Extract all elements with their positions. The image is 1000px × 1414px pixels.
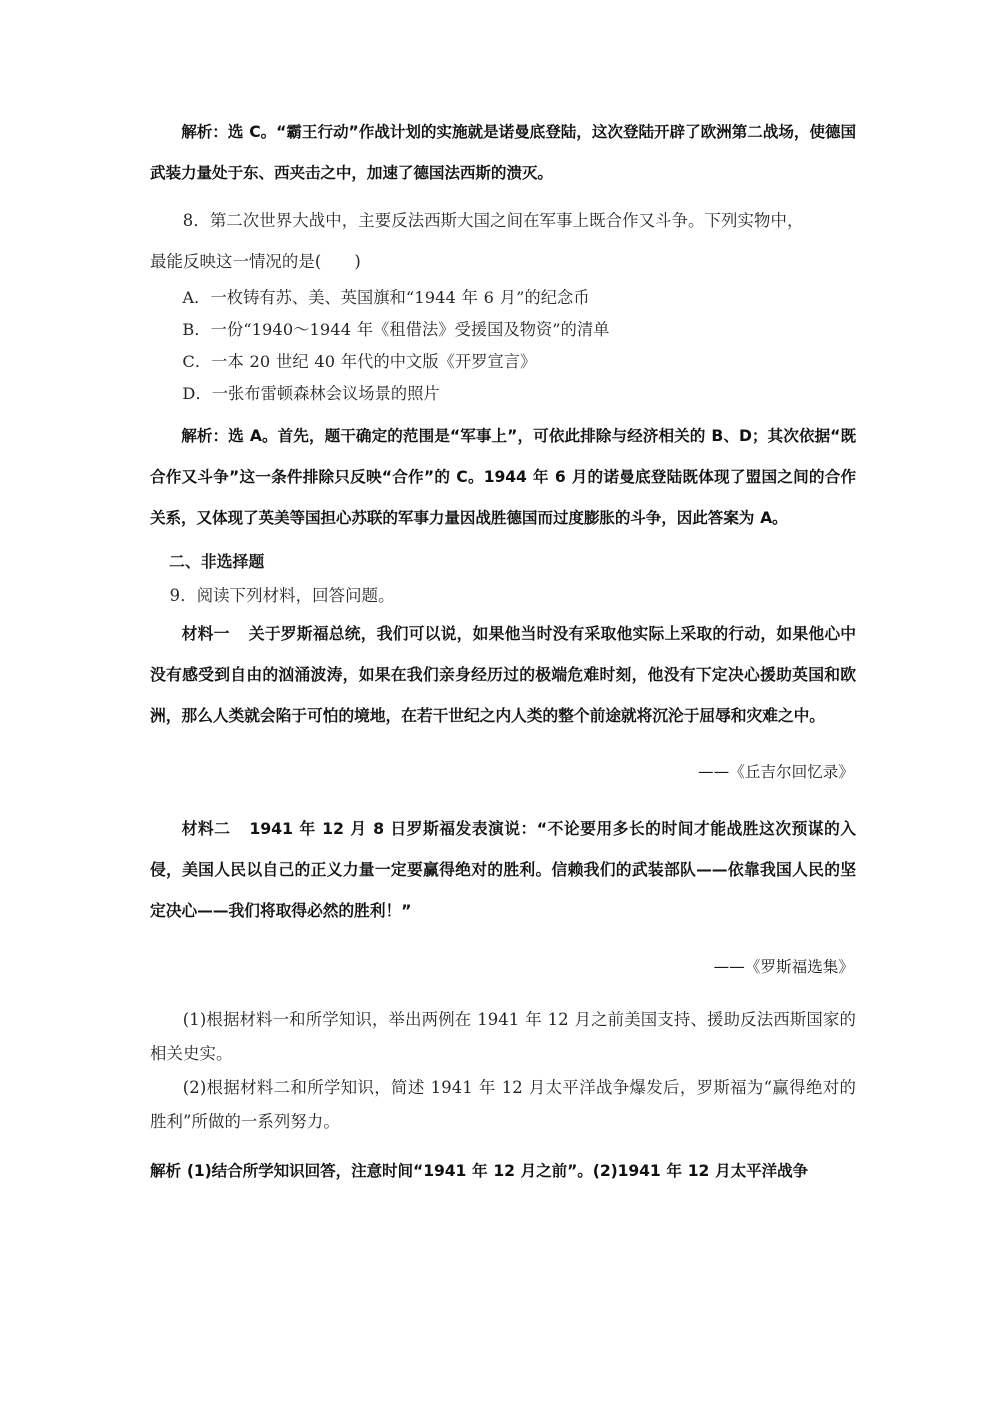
analysis-paragraph-q9: 解析 (1)结合所学知识回答，注意时间“1941 年 12 月之前”。(2)1941 年 12 月太平洋战争	[150, 1162, 809, 1181]
material-two-text: 1941 年 12 月 8 日罗斯福发表演说：“不论要用多长的时间才能战胜这次预谋的入侵，美国人民以自己的正义力量一定要赢得绝对的胜利。信赖我们的武装部队——依靠我国人民的坚定决心——我们将取得必然的胜利！”	[150, 819, 857, 921]
sub-question-2: (2)根据材料二和所学知识，简述 1941 年 12 月太平洋战争爆发后，罗斯福为“赢得绝对的胜利”所做的一系列努力。	[150, 1078, 856, 1132]
section-two-heading: 二、非选择题	[168, 552, 265, 571]
question-8-option-a[interactable]: A．一枚铸有苏、美、英国旗和“1944 年 6 月”的纪念币	[182, 288, 590, 307]
question-8-option-b[interactable]: B．一份“1940～1944 年《租借法》受援国及物资”的清单	[182, 320, 610, 339]
question-8-option-c[interactable]: C．一本 20 世纪 40 年代的中文版《开罗宣言》	[182, 352, 537, 371]
material-one-source: ——《丘吉尔回忆录》	[698, 762, 854, 781]
question-8-stem-line-1: 8．第二次世界大战中，主要反法西斯大国之间在军事上既合作又斗争。下列实物中，	[182, 211, 804, 230]
material-one-paragraph	[150, 613, 856, 736]
page-content	[150, 112, 856, 1192]
material-two-source: ——《罗斯福选集》	[713, 957, 854, 976]
material-two-label: 材料二	[181, 819, 231, 839]
sub-question-1: (1)根据材料一和所学知识，举出两例在 1941 年 12 月之前美国支持、援助反法西斯国家的相关史实。	[150, 1010, 856, 1064]
material-one-label: 材料一	[181, 624, 230, 643]
question-8-stem-line-2: 最能反映这一情况的是( )	[150, 252, 361, 271]
analysis-paragraph-q7: 解析：选 C。“霸王行动”作战计划的实施就是诺曼底登陆，这次登陆开辟了欧洲第二战场，使德国武装力量处于东、西夹击之中，加速了德国法西斯的溃灭。	[150, 123, 856, 182]
question-9-stem: 9．阅读下列材料，回答问题。	[169, 586, 395, 605]
material-two-paragraph	[150, 808, 856, 931]
question-8-option-d[interactable]: D．一张布雷顿森林会议场景的照片	[182, 384, 440, 403]
analysis-paragraph-q8: 解析：选 A。首先，题干确定的范围是“军事上”，可依此排除与经济相关的 B、D；其次依据“既合作又斗争”这一条件排除只反映“合作”的 C。1944 年 6 月的诺曼底登陆既体现了盟国之间的合作关系，又体现了英美等国担心苏联的军事力量因战胜德国而过度膨胀的斗争，因此答案为 A。	[150, 427, 856, 527]
material-one-text: 关于罗斯福总统，我们可以说，如果他当时没有采取他实际上采取的行动，如果他心中没有感受到自由的汹涌波涛，如果在我们亲身经历过的极端危难时刻，他没有下定决心援助英国和欧洲，那么人类就会陷于可怕的境地，在若干世纪之内人类的整个前途就将沉沦于屈辱和灾难之中。	[150, 624, 857, 725]
